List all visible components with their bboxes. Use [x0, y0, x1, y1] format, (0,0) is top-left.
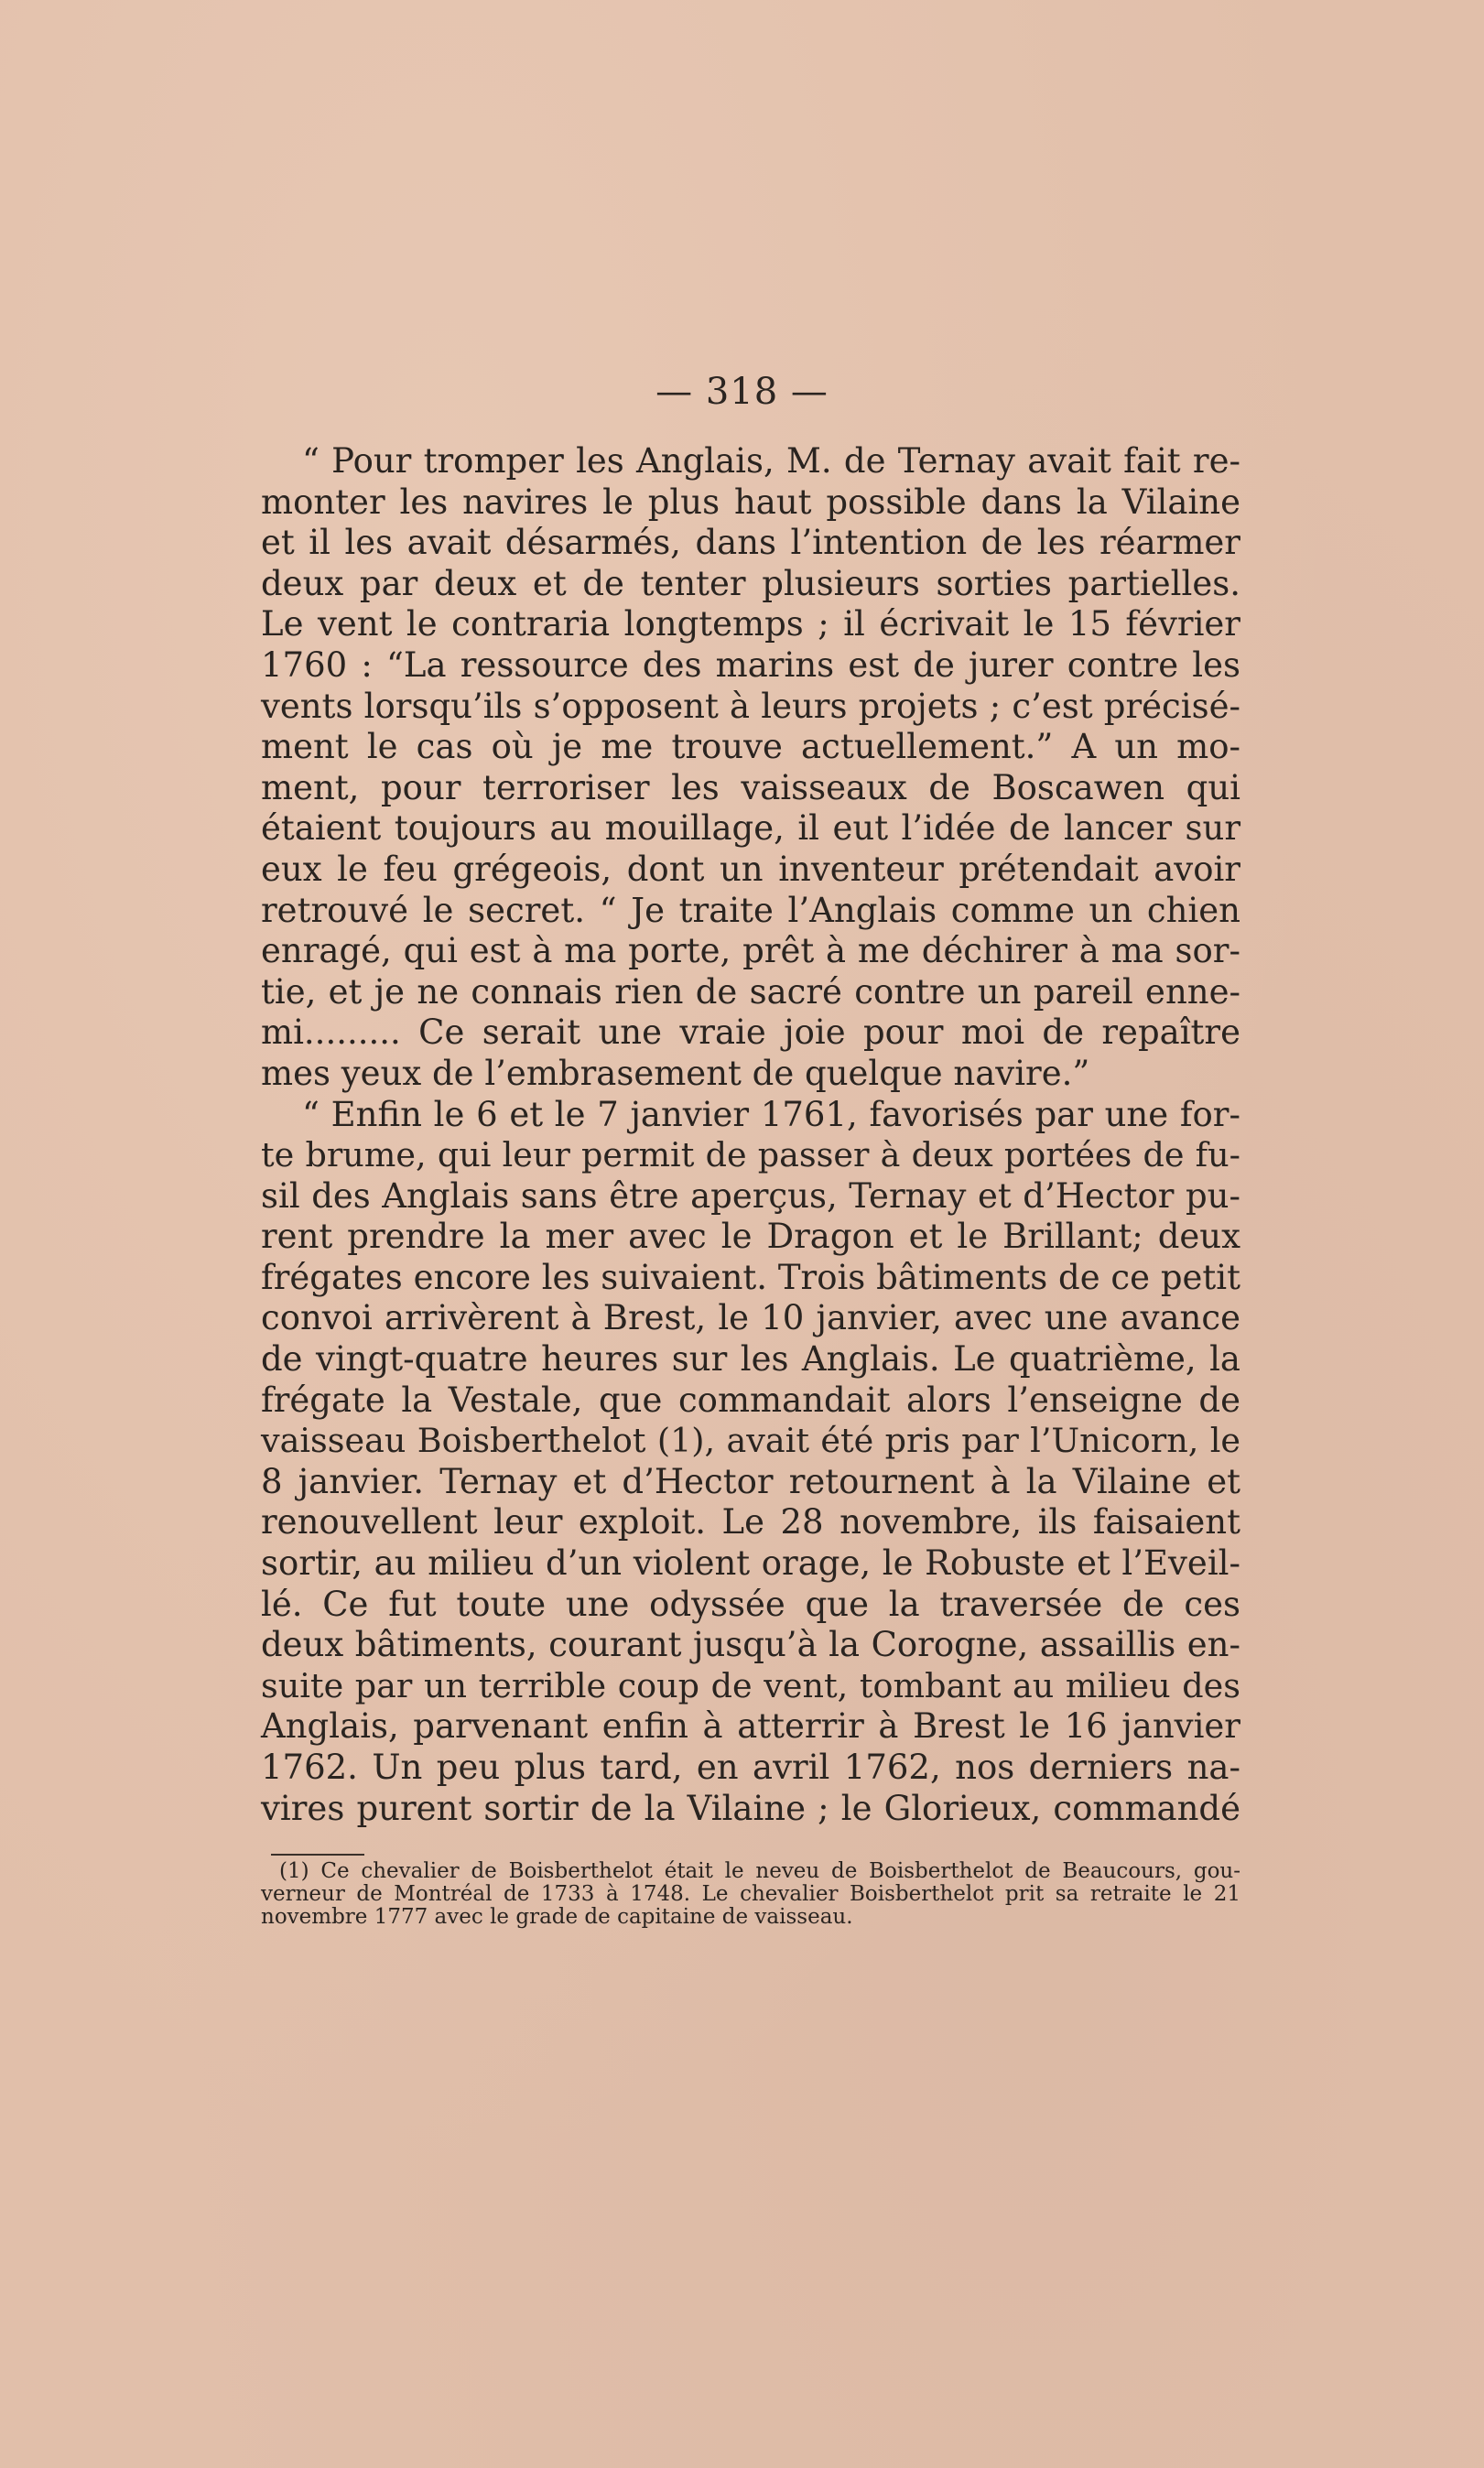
text-line: tie, et je ne connais rien de sacré contre un pareil enne-: [261, 971, 1240, 1012]
text-line: te brume, qui leur permit de passer à deux portées de fu-: [261, 1135, 1240, 1175]
text-line: rent prendre la mer avec le Dragon et le Brillant; deux: [261, 1217, 1240, 1257]
text-line: sil des Anglais sans être aperçus, Ternay et d’Hector pu-: [261, 1175, 1240, 1216]
body-text: [261, 441, 1240, 1829]
text-line: “ Pour tromper les Anglais, M. de Ternay avait fait re-: [302, 441, 1240, 481]
text-line: sortir, au milieu d’un violent orage, le Robuste et l’Eveil-: [261, 1543, 1240, 1584]
text-line: renouvellent leur exploit. Le 28 novembre, ils faisaient: [261, 1502, 1240, 1542]
text-line: “ Enfin le 6 et le 7 janvier 1761, favorisés par une for-: [302, 1094, 1240, 1134]
text-line: mi......... Ce serait une vraie joie pour moi de repaître: [261, 1012, 1240, 1053]
text-line: eux le feu grégeois, dont un inventeur prétendait avoir: [261, 849, 1240, 889]
text-line: deux bâtiments, courant jusqu’à la Corogne, assaillis en-: [261, 1625, 1240, 1665]
text-line: de vingt-quatre heures sur les Anglais. Le quatrième, la: [261, 1339, 1240, 1380]
text-line: retrouvé le secret. “ Je traite l’Anglais comme un chien: [261, 890, 1240, 930]
footnote-line: (1) Ce chevalier de Boisberthelot était le neveu de Boisberthelot de Beaucours, gou-: [279, 1859, 1240, 1883]
page-number: — 318 —: [655, 371, 829, 413]
footnote-line: novembre 1777 avec le grade de capitaine de vaisseau.: [261, 1905, 853, 1929]
footnote: [261, 1860, 1240, 1929]
text-line: convoi arrivèrent à Brest, le 10 janvier, avec une avance: [261, 1298, 1240, 1338]
text-line: Le vent le contraria longtemps ; il écrivait le 15 février: [261, 604, 1240, 644]
text-line: Anglais, parvenant enfin à atterrir à Brest le 16 janvier: [261, 1706, 1240, 1747]
text-line: lé. Ce fut toute une odyssée que la traversée de ces: [261, 1584, 1240, 1624]
text-line: ment, pour terroriser les vaisseaux de Boscawen qui: [261, 767, 1240, 807]
text-line: étaient toujours au mouillage, il eut l’idée de lancer sur: [261, 808, 1240, 849]
text-line: et il les avait désarmés, dans l’intention de les réarmer: [261, 523, 1240, 563]
text-line: enragé, qui est à ma porte, prêt à me déchirer à ma sor-: [261, 931, 1240, 971]
footnote-line: verneur de Montréal de 1733 à 1748. Le chevalier Boisberthelot prit sa retraite le 21: [261, 1882, 1240, 1906]
text-line: 8 janvier. Ternay et d’Hector retournent à la Vilaine et: [261, 1461, 1240, 1501]
text-line: 1760 : “La ressource des marins est de jurer contre les: [261, 644, 1240, 685]
text-line: vires purent sortir de la Vilaine ; le Glorieux, commandé: [261, 1788, 1240, 1828]
text-line: frégate la Vestale, que commandait alors l’enseigne de: [261, 1380, 1240, 1420]
text-line: 1762. Un peu plus tard, en avril 1762, nos derniers na-: [261, 1748, 1240, 1787]
text-line: deux par deux et de tenter plusieurs sorties partielles.: [261, 563, 1240, 603]
text-line: mes yeux de l’embrasement de quelque navire.”: [261, 1053, 1090, 1093]
text-line: frégates encore les suivaient. Trois bâtiments de ce petit: [261, 1257, 1240, 1297]
text-line: suite par un terrible coup de vent, tombant au milieu des: [261, 1665, 1240, 1705]
text-line: ment le cas où je me trouve actuellement.” A un mo-: [261, 727, 1240, 767]
text-line: monter les navires le plus haut possible dans la Vilaine: [261, 482, 1240, 522]
text-line: vaisseau Boisberthelot (1), avait été pris par l’Unicorn, le: [261, 1421, 1240, 1461]
text-line: vents lorsqu’ils s’opposent à leurs projets ; c’est précisé-: [261, 686, 1240, 726]
footnote-divider: [271, 1854, 364, 1856]
